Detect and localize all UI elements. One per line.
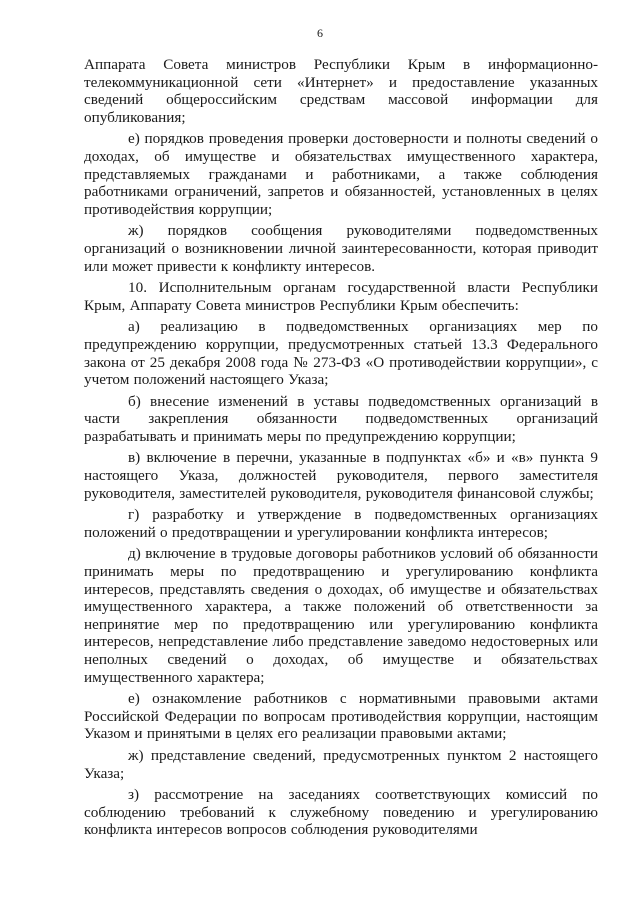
document-body xyxy=(84,56,598,843)
paragraph-item-10-z: з) рассмотрение на заседаниях соответствующих комиссий по соблюдению требований к служебному поведению и урегулированию конфликта интересов вопросов соблюдения руководителями xyxy=(84,786,598,839)
paragraph-subitem-zh: ж) порядков сообщения руководителями подведомственных организаций о возникновении личной заинтересованности, которая приводит или может привести к конфликту интересов. xyxy=(84,222,598,275)
paragraph-item-10-g: г) разработку и утверждение в подведомственных организациях положений о предотвращении и урегулировании конфликта интересов; xyxy=(84,506,598,541)
paragraph-continuation: Аппарата Совета министров Республики Крым в информационно-телекоммуникационной сети «Интернет» и предоставление указанных сведений общероссийским средствам массовой информации для опубликования; xyxy=(84,56,598,126)
paragraph-item-10: 10. Исполнительным органам государственной власти Республики Крым, Аппарату Совета министров Республики Крым обеспечить: xyxy=(84,279,598,314)
paragraph-item-10-d: д) включение в трудовые договоры работников условий об обязанности принимать меры по предотвращению и урегулированию конфликта интересов, представлять сведения о доходах, об имуществе и обязательствах имущественного характера, а также положений об ответственности за непринятие мер по предотвращению или урегулированию конфликта интересов, непредставление либо представление заведомо недостоверных или неполных сведений о доходах, об имуществе и обязательствах имущественного характера; xyxy=(84,545,598,686)
paragraph-item-10-e: е) ознакомление работников с нормативными правовыми актами Российской Федерации по вопросам противодействия коррупции, настоящим Указом и принятыми в целях его реализации правовыми актами; xyxy=(84,690,598,743)
paragraph-item-10-zh: ж) представление сведений, предусмотренных пунктом 2 настоящего Указа; xyxy=(84,746,598,782)
page-number: 6 xyxy=(317,26,323,40)
paragraph-item-10-v: в) включение в перечни, указанные в подпунктах «б» и «в» пункта 9 настоящего Указа, должностей руководителя, первого заместителя руководителя, заместителей руководителя, руководителя финансовой службы; xyxy=(84,449,598,502)
paragraph-item-10-a: а) реализацию в подведомственных организациях мер по предупреждению коррупции, предусмотренных статьей 13.3 Федерального закона от 25 декабря 2008 года № 273-ФЗ «О противодействии коррупции», с учетом положений настоящего Указа; xyxy=(84,318,598,389)
paragraph-item-10-b: б) внесение изменений в уставы подведомственных организаций в части закрепления обязанности подведомственных организаций разрабатывать и принимать меры по предупреждению коррупции; xyxy=(84,392,598,445)
paragraph-subitem-e: е) порядков проведения проверки достоверности и полноты сведений о доходах, об имуществе и обязательствах имущественного характера, представляемых гражданами и работниками, а также соблюдения работниками ограничений, запретов и обязанностей, установленных в целях противодействия коррупции; xyxy=(84,130,598,218)
